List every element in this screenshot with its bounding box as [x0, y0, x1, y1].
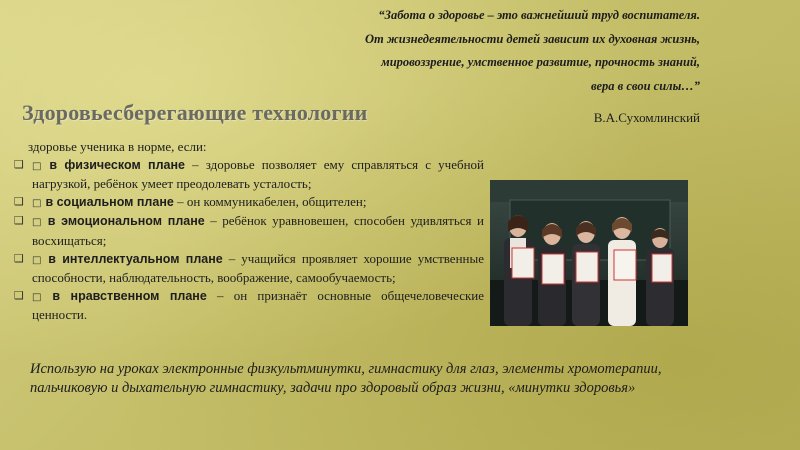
list-item — [14, 212, 484, 249]
check-box-icon: ❑ — [14, 157, 24, 171]
methods-paragraph: Использую на уроках электронные физкультминутки, гимнастику для глаз, элементы хромотерапии, пальчиковую и дыхательную гимнастику, задачи про здоровый образ жизни, «минутки здоровья» — [30, 361, 662, 396]
health-criteria-list — [14, 138, 484, 324]
square-icon: □ — [32, 217, 44, 229]
students-photo — [490, 180, 688, 326]
list-item — [14, 193, 484, 213]
list-item — [14, 287, 484, 324]
quote-line: вера в свои силы…” — [591, 78, 700, 93]
item-lead: в социальном плане — [45, 194, 174, 209]
item-lead: в нравственном плане — [52, 288, 207, 303]
list-item — [14, 250, 484, 287]
quote-author: В.А.Сухомлинский — [593, 110, 700, 125]
quote-line: От жизнедеятельности детей зависит их духовная жизнь, — [365, 31, 700, 46]
item-text: – он коммуникабелен, общителен; — [173, 193, 367, 209]
quote-line: “Забота о здоровье – это важнейший труд воспитателя. — [378, 8, 700, 22]
slide-title: Здоровьесберегающие технологии — [22, 100, 368, 125]
epigraph-quote — [292, 4, 700, 98]
item-text: – учащийся проявляет хорошие умственные способности, наблюдательность, воображение, самообучаемость; — [32, 250, 484, 286]
quote-line: мировоззрение, умственное развитие, прочность знаний, — [381, 55, 700, 69]
item-text: – здоровье позволяет ему справляться с учебной нагрузкой, ребёнок умеет преодолевать усталость; — [32, 156, 484, 192]
check-box-icon: ❑ — [14, 214, 24, 228]
item-lead: в физическом плане — [49, 157, 185, 172]
check-box-icon: ❑ — [14, 251, 24, 265]
square-icon: □ — [32, 197, 42, 209]
check-box-icon: ❑ — [14, 194, 24, 208]
square-icon: □ — [32, 291, 49, 303]
square-icon: □ — [32, 160, 46, 172]
item-text: – он признаёт основные общечеловеческие ценности. — [32, 287, 485, 323]
item-lead: в интеллектуальном плане — [48, 251, 223, 266]
item-text: – ребёнок уравновешен, способен удивляться и восхищаться; — [32, 213, 485, 248]
square-icon: □ — [32, 254, 45, 266]
list-item — [14, 156, 484, 193]
item-lead: в эмоциональном плане — [47, 214, 205, 229]
list-intro: здоровье ученика в норме, если: — [28, 139, 207, 154]
check-box-icon: ❑ — [14, 288, 24, 302]
